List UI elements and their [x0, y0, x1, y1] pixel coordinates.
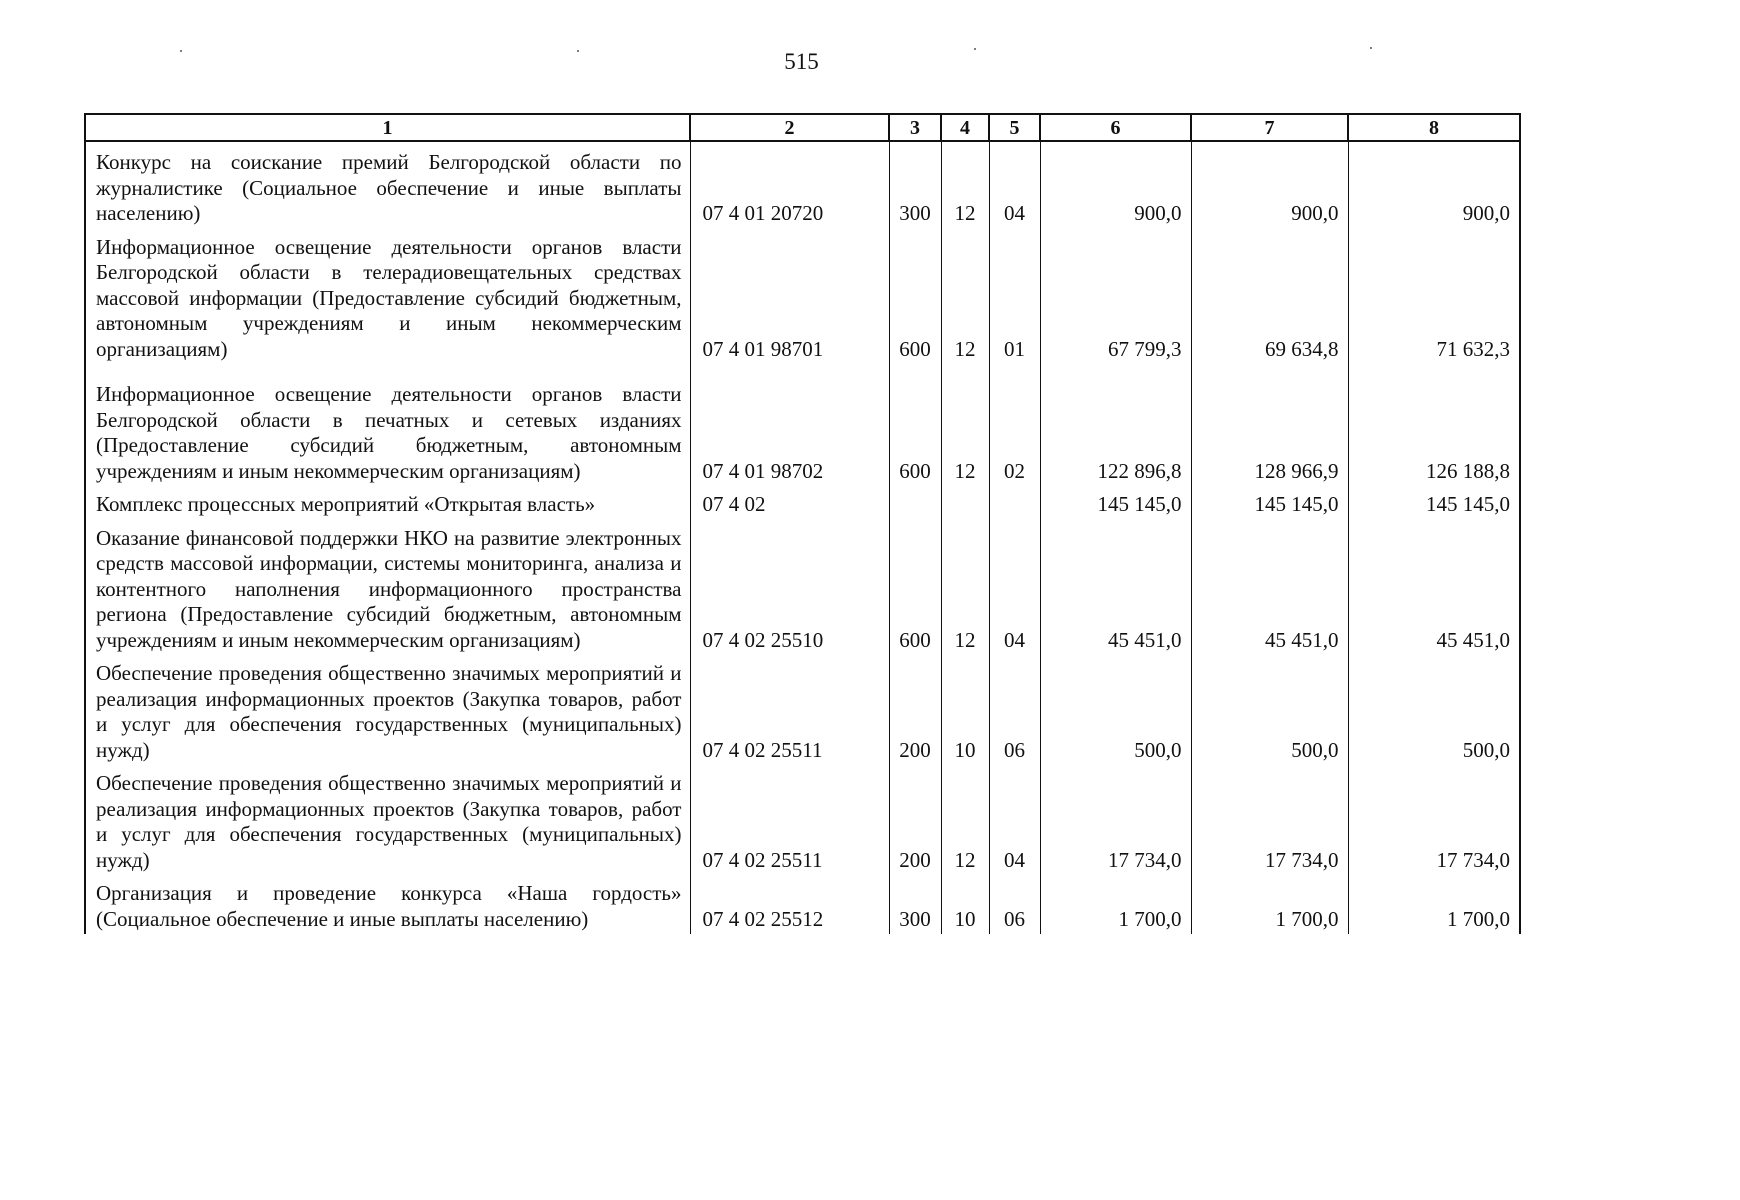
row-amount-col8: 71 632,3: [1348, 229, 1520, 365]
row-expense-type: 300: [889, 875, 941, 934]
row-amount-col7: 1 700,0: [1191, 875, 1348, 934]
row-amount-col6: 145 145,0: [1040, 486, 1191, 520]
row-name: Информационное освещение деятельности органов власти Белгородской области в печатных и сетевых изданиях (Предоставление субсидий бюджетным, автономным учреждениям и иным некоммерческим организациям): [85, 364, 690, 486]
table-row: [85, 520, 1520, 656]
row-code: 07 4 01 98702: [690, 364, 889, 486]
row-expense-type: 300: [889, 141, 941, 229]
row-section: 12: [941, 141, 989, 229]
row-name: Организация и проведение конкурса «Наша гордость» (Социальное обеспечение и иные выплаты населению): [85, 875, 690, 934]
row-expense-type: 200: [889, 655, 941, 765]
column-header: 8: [1348, 114, 1520, 141]
column-header: 2: [690, 114, 889, 141]
row-amount-col6: 122 896,8: [1040, 364, 1191, 486]
row-name: Оказание финансовой поддержки НКО на развитие электронных средств массовой информации, системы мониторинга, анализа и контентного наполнения информационного пространства региона (Предоставление субсидий бюджетным, автономным учреждениям и иным некоммерческим организациям): [85, 520, 690, 656]
column-header: 5: [989, 114, 1040, 141]
budget-table: [84, 113, 1521, 934]
row-subsection: 04: [989, 520, 1040, 656]
row-subsection: 04: [989, 765, 1040, 875]
row-code: 07 4 02 25511: [690, 655, 889, 765]
row-expense-type: 600: [889, 364, 941, 486]
row-amount-col8: 900,0: [1348, 141, 1520, 229]
row-amount-col6: 1 700,0: [1040, 875, 1191, 934]
row-expense-type: 600: [889, 520, 941, 656]
row-subsection: 04: [989, 141, 1040, 229]
row-name: Комплекс процессных мероприятий «Открытая власть»: [85, 486, 690, 520]
column-header: 1: [85, 114, 690, 141]
row-expense-type: 600: [889, 229, 941, 365]
row-name: Обеспечение проведения общественно значимых мероприятий и реализация информационных проектов (Закупка товаров, работ и услуг для обеспечения государственных (муниципальных) нужд): [85, 655, 690, 765]
row-section: [941, 486, 989, 520]
row-amount-col7: 45 451,0: [1191, 520, 1348, 656]
table-row: [85, 486, 1520, 520]
column-header: 7: [1191, 114, 1348, 141]
row-amount-col6: 67 799,3: [1040, 229, 1191, 365]
table-row: [85, 655, 1520, 765]
row-section: 10: [941, 875, 989, 934]
row-amount-col8: 126 188,8: [1348, 364, 1520, 486]
table-row: [85, 229, 1520, 365]
row-subsection: 06: [989, 655, 1040, 765]
row-amount-col6: 45 451,0: [1040, 520, 1191, 656]
row-subsection: 01: [989, 229, 1040, 365]
row-amount-col7: 17 734,0: [1191, 765, 1348, 875]
row-amount-col8: 500,0: [1348, 655, 1520, 765]
table-row: [85, 364, 1520, 486]
row-code: 07 4 02 25511: [690, 765, 889, 875]
row-code: 07 4 01 20720: [690, 141, 889, 229]
column-header: 3: [889, 114, 941, 141]
row-code: 07 4 02 25510: [690, 520, 889, 656]
row-amount-col8: 17 734,0: [1348, 765, 1520, 875]
table-row: [85, 141, 1520, 229]
row-amount-col7: 69 634,8: [1191, 229, 1348, 365]
row-amount-col7: 500,0: [1191, 655, 1348, 765]
row-subsection: [989, 486, 1040, 520]
row-expense-type: 200: [889, 765, 941, 875]
page-number: 515: [784, 49, 819, 74]
row-amount-col8: 45 451,0: [1348, 520, 1520, 656]
row-code: 07 4 02: [690, 486, 889, 520]
row-name: Информационное освещение деятельности органов власти Белгородской области в телерадиовещательных средствах массовой информации (Предоставление субсидий бюджетным, автономным учреждениям и иным некоммерческим организациям): [85, 229, 690, 365]
row-amount-col8: 1 700,0: [1348, 875, 1520, 934]
row-code: 07 4 02 25512: [690, 875, 889, 934]
row-amount-col6: 900,0: [1040, 141, 1191, 229]
row-subsection: 02: [989, 364, 1040, 486]
column-header: 4: [941, 114, 989, 141]
row-amount-col7: 900,0: [1191, 141, 1348, 229]
row-amount-col6: 17 734,0: [1040, 765, 1191, 875]
header-row: [85, 114, 1520, 141]
row-amount-col8: 145 145,0: [1348, 486, 1520, 520]
table-row: [85, 765, 1520, 875]
row-code: 07 4 01 98701: [690, 229, 889, 365]
row-section: 12: [941, 364, 989, 486]
row-amount-col7: 128 966,9: [1191, 364, 1348, 486]
row-expense-type: [889, 486, 941, 520]
column-header: 6: [1040, 114, 1191, 141]
row-section: 12: [941, 765, 989, 875]
row-name: Конкурс на соискание премий Белгородской области по журналистике (Социальное обеспечение и иные выплаты населению): [85, 141, 690, 229]
row-amount-col6: 500,0: [1040, 655, 1191, 765]
row-section: 10: [941, 655, 989, 765]
row-subsection: 06: [989, 875, 1040, 934]
row-name: Обеспечение проведения общественно значимых мероприятий и реализация информационных проектов (Закупка товаров, работ и услуг для обеспечения государственных (муниципальных) нужд): [85, 765, 690, 875]
row-section: 12: [941, 520, 989, 656]
table-row: [85, 875, 1520, 934]
row-amount-col7: 145 145,0: [1191, 486, 1348, 520]
row-section: 12: [941, 229, 989, 365]
